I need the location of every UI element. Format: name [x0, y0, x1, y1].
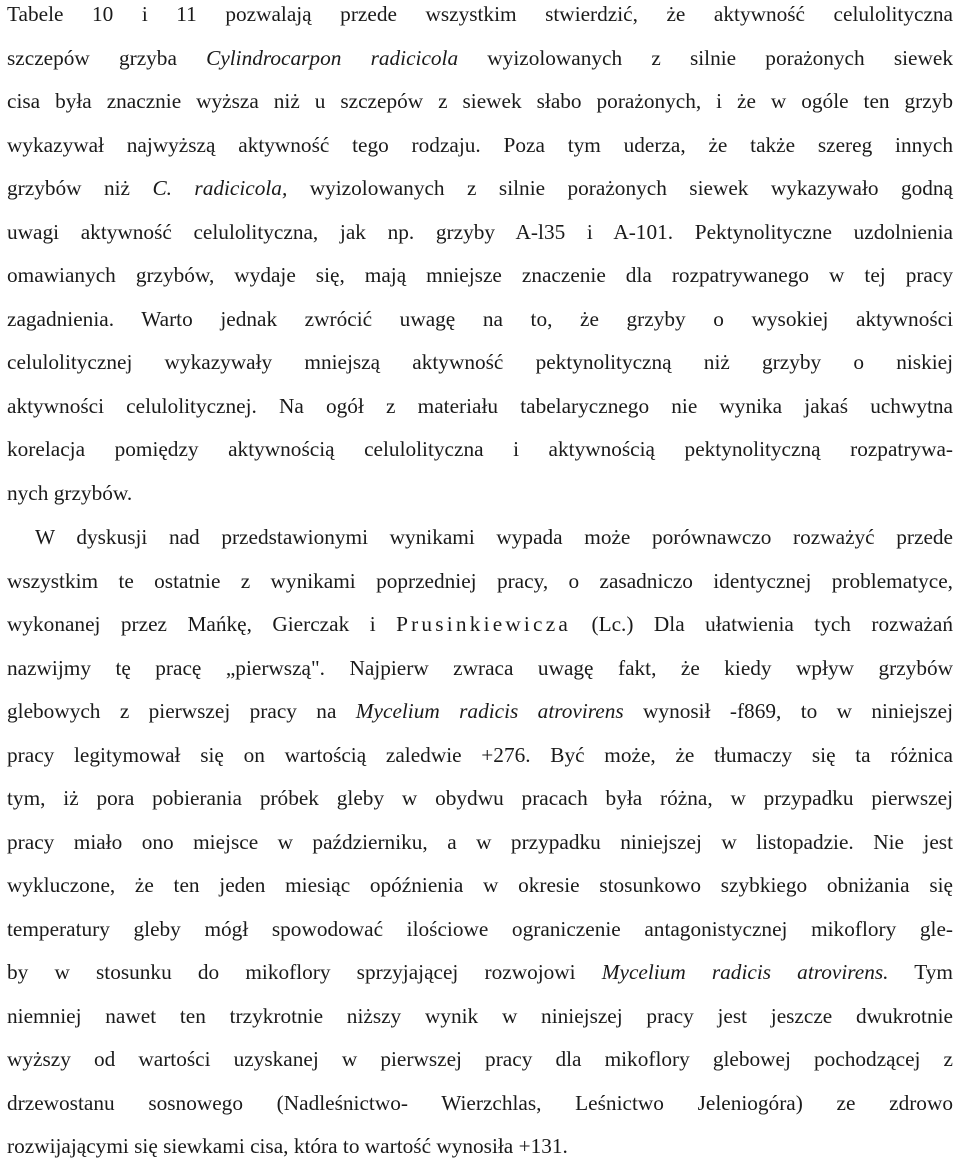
text-run: rozwijającymi się siewkami cisa, która to wartość wynosiła +131.	[7, 1134, 568, 1158]
text-run: grzybów niż	[7, 176, 153, 200]
text-line	[7, 689, 953, 733]
text-line	[7, 1037, 953, 1081]
italic-term: Mycelium radicis atrovirens.	[601, 960, 889, 984]
text-run: nazwijmy tę pracę „pierwszą". Najpierw zwraca uwagę fakt, że kiedy wpływ grzybów	[7, 655, 953, 680]
text-line	[7, 907, 953, 951]
text-run: (Lc.) Dla ułatwienia tych rozważań	[571, 612, 953, 636]
text-line	[7, 950, 953, 994]
text-run: Tym	[888, 960, 953, 984]
text-line	[7, 559, 953, 603]
text-line	[7, 384, 953, 428]
text-run: wykazywał najwyższą aktywność tego rodzaju. Poza tym uderza, że także szereg innych	[7, 132, 953, 157]
text-run: glebowych z pierwszej pracy na	[7, 699, 356, 723]
text-line	[7, 0, 953, 36]
text-run: tym, iż pora pobierania próbek gleby w obydwu pracach była różna, w przypadku pierwszej	[7, 786, 953, 810]
text-line	[7, 646, 953, 690]
text-line	[7, 1081, 953, 1125]
text-run: wynosił -f869, to w niniejszej	[623, 699, 954, 723]
text-run: wyższy od wartości uzyskanej w pierwszej pracy dla mikoflory glebowej pochodzącej z	[7, 1047, 953, 1071]
text-run: nych grzybów.	[7, 480, 133, 505]
text-run: korelacja pomiędzy aktywnością celulolityczna i aktywnością pektynolityczną rozpatrywa-	[7, 437, 953, 461]
italic-term: Cylindrocarpon radicicola	[206, 45, 459, 70]
text-run: cisa była znacznie wyższa niż u szczepów z siewek słabo porażonych, i że w ogóle ten grzyb	[7, 89, 953, 113]
text-run: by w stosunku do mikoflory sprzyjającej rozwojowi	[7, 960, 602, 984]
text-line	[7, 79, 953, 123]
text-line	[7, 994, 953, 1038]
text-run: szczepów grzyba	[7, 45, 207, 70]
text-run: wykonanej przez Mańkę, Gierczak i	[7, 612, 397, 636]
text-run: pracy miało ono miejsce w październiku, a w przypadku niniejszej w listopadzie. Nie jest	[7, 829, 953, 854]
text-run: uwagi aktywność celulolityczna, jak np. grzyby A-l35 i A-101. Pektynolityczne uzdolnienia	[7, 219, 953, 244]
text-line	[7, 471, 953, 515]
text-run: wszystkim te ostatnie z wynikami poprzedniej pracy, o zasadniczo identycznej problematyce,	[7, 568, 953, 593]
text-run: aktywności celulolitycznej. Na ogół z materiału tabelarycznego nie wynika jakaś uchwytna	[7, 393, 953, 418]
text-run: celulolitycznej wykazywały mniejszą aktywność pektynolityczną niż grzyby o niskiej	[7, 350, 953, 374]
text-line	[7, 297, 953, 341]
text-run: niemniej nawet ten trzykrotnie niższy wynik w niniejszej pracy jest jeszcze dwukrotnie	[7, 1003, 953, 1028]
text-run: W dyskusji nad przedstawionymi wynikami wypada może porównawczo rozważyć przede	[35, 525, 953, 549]
text-line	[7, 863, 953, 907]
text-line	[7, 427, 953, 471]
text-run: wyizolowanych z silnie porażonych siewek wykazywało godną	[287, 176, 954, 200]
text-line	[35, 515, 953, 559]
text-run: Tabele 10 i 11 pozwalają przede wszystkim stwierdzić, że aktywność celulolityczna	[7, 2, 953, 26]
text-run: omawianych grzybów, wydaje się, mają mniejsze znaczenie dla rozpatrywanego w tej pracy	[7, 263, 953, 287]
text-line	[7, 36, 953, 80]
text-line	[7, 820, 953, 864]
text-run: wykluczone, że ten jeden miesiąc opóźnienia w okresie stosunkowo szybkiego obniżania się	[7, 873, 953, 897]
text-run: temperatury gleby mógł spowodować ilościowe ograniczenie antagonistycznej mikoflory gle-	[7, 916, 953, 941]
text-line	[7, 123, 953, 167]
text-line	[7, 210, 953, 254]
text-line	[7, 602, 953, 646]
text-run: zagadnienia. Warto jednak zwrócić uwagę na to, że grzyby o wysokiej aktywności	[7, 306, 953, 331]
text-run: pracy legitymował się on wartością zaledwie +276. Być może, że tłumaczy się ta różnica	[7, 742, 953, 767]
text-line	[7, 166, 953, 210]
italic-term: Mycelium radicis atrovirens	[355, 699, 624, 723]
text-line	[7, 340, 953, 384]
text-line	[7, 253, 953, 297]
text-line	[7, 1124, 953, 1168]
spaced-author-name: Prusinkiewicza	[396, 612, 572, 636]
text-line	[7, 733, 953, 777]
text-line	[7, 776, 953, 820]
text-run: drzewostanu sosnowego (Nadleśnictwo- Wierzchlas, Leśnictwo Jeleniogóra) ze zdrowo	[7, 1090, 953, 1115]
text-run: wyizolowanych z silnie porażonych siewek	[458, 45, 953, 70]
italic-term: C. radicicola,	[152, 176, 288, 200]
